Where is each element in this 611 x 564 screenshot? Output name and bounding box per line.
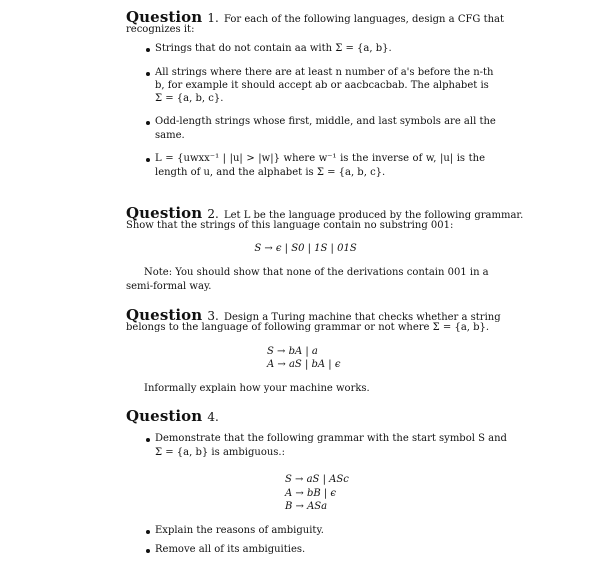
question-2-intro-line-2: Show that the strings of this language contain no substring 001: bbox=[126, 220, 454, 231]
q2-note-line-1: Note: You should show that none of the derivations contain 001 in a bbox=[144, 267, 489, 278]
q2-grammar: S → ϵ | S0 | 1S | 01S bbox=[254, 243, 357, 254]
bullet-icon bbox=[146, 549, 150, 553]
question-2-number: 2. bbox=[207, 207, 219, 221]
bullet-icon bbox=[146, 121, 150, 125]
q1-item-1: Strings that do not contain aa with Σ = {a, b}. bbox=[155, 43, 392, 54]
q1-item-4-line-2: length of u, and the alphabet is Σ = {a, b, c}. bbox=[155, 167, 386, 178]
question-4-heading bbox=[126, 406, 219, 425]
q1-item-2-line-3: Σ = {a, b, c}. bbox=[155, 93, 224, 104]
question-1-intro-line-1: For each of the following languages, design a CFG that bbox=[223, 14, 505, 25]
q3-explain: Informally explain how your machine works. bbox=[144, 383, 370, 394]
q4-grammar-line-3: B → ASa bbox=[285, 501, 328, 512]
question-3-intro-line-1: Design a Turing machine that checks whether a string bbox=[223, 312, 501, 323]
q4-item-2: Explain the reasons of ambiguity. bbox=[155, 525, 324, 536]
bullet-icon bbox=[146, 438, 150, 442]
q4-item-1-line-1: Demonstrate that the following grammar with the start symbol S and bbox=[155, 433, 507, 444]
bullet-icon bbox=[146, 530, 150, 534]
bullet-icon bbox=[146, 48, 150, 52]
q3-grammar-line-1: S → bA | a bbox=[267, 346, 318, 357]
question-3-title: Question bbox=[126, 306, 203, 324]
q1-item-3-line-2: same. bbox=[155, 130, 185, 141]
bullet-icon bbox=[146, 158, 150, 162]
question-3-intro-line-2: belongs to the language of following grammar or not where Σ = {a, b}. bbox=[126, 322, 490, 333]
question-1-title: Question bbox=[126, 8, 203, 26]
question-4-number: 4. bbox=[207, 410, 219, 424]
q4-item-3: Remove all of its ambiguities. bbox=[155, 544, 306, 555]
q4-grammar-line-1: S → aS | ASc bbox=[285, 474, 349, 485]
question-2-title: Question bbox=[126, 204, 203, 222]
question-1-number: 1. bbox=[207, 11, 219, 25]
question-4-title: Question bbox=[126, 407, 203, 425]
q2-note-line-2: semi-formal way. bbox=[126, 281, 212, 292]
q1-item-4-line-1: L = {uwxx⁻¹ | |u| > |w|} where w⁻¹ is the inverse of w, |u| is the bbox=[155, 153, 485, 164]
question-1-intro-line-2: recognizes it: bbox=[126, 24, 195, 35]
q3-grammar-line-2: A → aS | bA | ϵ bbox=[267, 359, 341, 370]
bullet-icon bbox=[146, 72, 150, 76]
q1-item-3-line-1: Odd-length strings whose first, middle, and last symbols are all the bbox=[155, 116, 496, 127]
question-2-intro-line-1: Let L be the language produced by the following grammar. bbox=[223, 210, 524, 221]
question-3-number: 3. bbox=[207, 309, 219, 323]
q1-item-2-line-1: All strings where there are at least n number of a's before the n-th bbox=[155, 67, 494, 78]
q4-grammar-line-2: A → bB | ϵ bbox=[285, 488, 337, 499]
q1-item-2-line-2: b, for example it should accept ab or aacbcacbab. The alphabet is bbox=[155, 80, 489, 91]
q4-item-1-line-2: Σ = {a, b} is ambiguous.: bbox=[155, 447, 285, 458]
